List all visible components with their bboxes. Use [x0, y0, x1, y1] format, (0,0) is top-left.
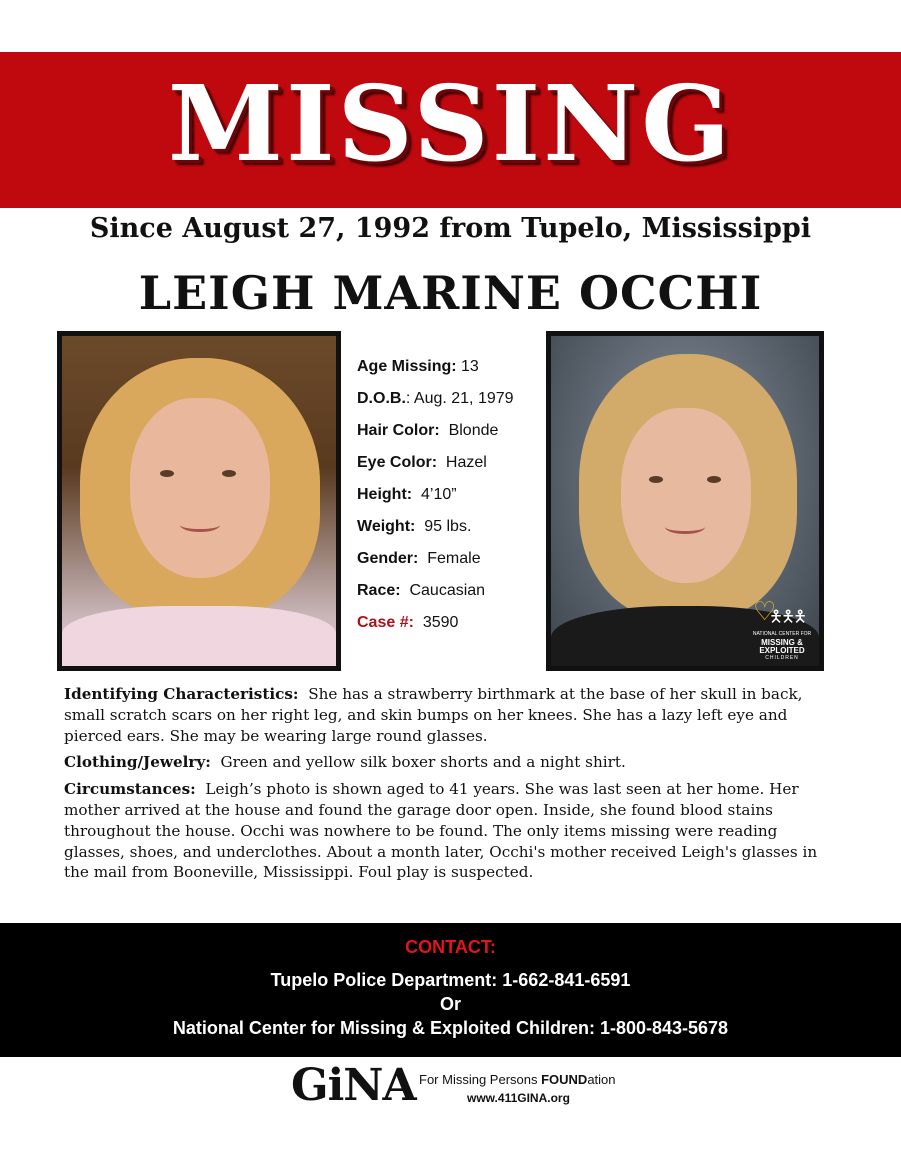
banner-title: MISSING [167, 62, 734, 185]
detail-weight: Weight: 95 lbs. [357, 518, 472, 535]
detail-gender: Gender: Female [357, 550, 481, 567]
contact-or: Or [439, 994, 461, 1014]
ncmec-logo: ♡ 🯅🯅🯅 NATIONAL CENTER FOR MISSING & EXPLOITED CHILDREN [752, 596, 812, 661]
detail-race: Race: Caucasian [357, 582, 486, 599]
childhood-photo [57, 331, 341, 671]
clothing-jewelry: Clothing/Jewelry: Green and yellow silk boxer shorts and a night shirt. [64, 753, 626, 772]
circumstances: Circumstances: Leigh’s photo is shown aged to 41 years. She was last seen at her home. Her mother arrived at the house and found the garage door open. Inside, she found blood stains throughout the house. Occhi was nowhere to be found. The only items missing were reading glasses, shoes, and underclothes. About a month later, Occhi's mother received Leigh's glasses in the mail from Booneville, Mississippi. Foul play is suspected. [64, 780, 818, 882]
missing-since-line: Since August 27, 1992 from Tupelo, Mississippi [89, 213, 812, 244]
gina-wordmark: GiNA [291, 1060, 416, 1111]
detail-height: Height: 4’10” [357, 486, 457, 503]
children-figures-icon: 🯅🯅🯅 [769, 609, 806, 626]
identifying-characteristics: Identifying Characteristics: She has a strawberry birthmark at the base of her skull in back, small scratch scars on her right leg, and skin bumps on her knees. She has a lazy left eye and pierced ears. She may be wearing large round glasses. [64, 685, 803, 745]
detail-age-missing: Age Missing: 13 [357, 358, 479, 375]
details-list [357, 356, 542, 644]
contact-heading: CONTACT: [405, 937, 496, 957]
gina-url: www.411GINA.org [467, 1091, 570, 1105]
contact-box [0, 923, 901, 1057]
gina-tagline: For Missing Persons FOUNDation [419, 1072, 616, 1087]
detail-case-number: Case #: 3590 [357, 614, 459, 631]
person-name: LEIGH MARINE OCCHI [138, 266, 763, 320]
detail-dob: D.O.B.: Aug. 21, 1979 [357, 390, 514, 407]
age-progressed-photo [546, 331, 824, 671]
contact-police: Tupelo Police Department: 1-662-841-6591 [270, 970, 631, 990]
description-section [64, 684, 834, 889]
contact-ncmec: National Center for Missing & Exploited Children: 1-800-843-5678 [172, 1018, 729, 1038]
detail-eye-color: Eye Color: Hazel [357, 454, 487, 471]
detail-hair-color: Hair Color: Blonde [357, 422, 499, 439]
heart-icon: ♡ [753, 596, 777, 626]
